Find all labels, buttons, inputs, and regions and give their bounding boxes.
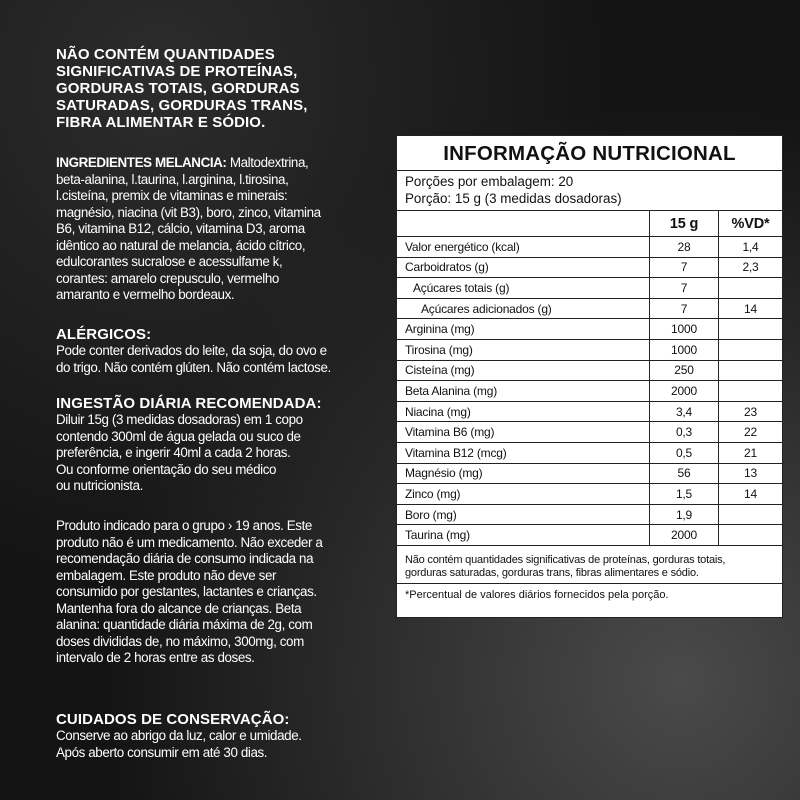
nutrient-amount: 1000 [650,319,719,340]
nutrient-name: Vitamina B12 (mcg) [397,442,650,463]
allergens-line: Pode conter derivados do leite, da soja, do ovo e [56,343,327,358]
portion-size: Porção: 15 g (3 medidas dosadoras) [405,191,622,206]
nutrient-vd [719,525,783,546]
nutrient-vd [719,319,783,340]
ingredients-label: INGREDIENTES MELANCIA: [56,155,227,170]
storage-line: Conserve ao abrigo da luz, calor e umidade. [56,728,302,743]
nutrient-amount: 0,5 [650,442,719,463]
ingredients-block [56,155,321,304]
nutrient-name: Vitamina B6 (mg) [397,422,650,443]
table-row [397,360,782,381]
nutrient-amount: 0,3 [650,422,719,443]
nutrient-amount: 2000 [650,525,719,546]
table-row [397,237,782,258]
warning-line: FIBRA ALIMENTAR E SÓDIO. [56,114,266,131]
nutrition-title: INFORMAÇÃO NUTRICIONAL [397,136,782,171]
intake-line: ou nutricionista. [56,478,143,493]
nutrient-amount: 7 [650,278,719,299]
nutrient-vd: 14 [719,484,783,505]
nutrient-amount: 3,4 [650,401,719,422]
nutrient-name: Taurina (mg) [397,525,650,546]
product-note-line: Produto indicado para o grupo › 19 anos. Este [56,518,312,533]
table-row [397,401,782,422]
nutrient-vd: 13 [719,463,783,484]
nutrient-vd: 1,4 [719,237,783,258]
footnote-not-significant [397,546,782,584]
ingredients-line: l.cisteína, premix de vitaminas e minerais: [56,188,288,203]
product-note-line: alanina: quantidade diária máxima de 2g, com [56,617,313,632]
product-note-line: Mantenha fora do alcance de crianças. Beta [56,600,302,616]
nutrient-amount: 7 [650,257,719,278]
nutrient-name: Valor energético (kcal) [397,237,650,258]
warning-line: SIGNIFICATIVAS DE PROTEÍNAS, [56,63,298,80]
table-row [397,339,782,360]
intake-line: contendo 300ml de água gelada ou suco de [56,428,301,444]
nutrient-name: Carboidratos (g) [397,257,650,278]
ingredients-line: beta-alanina, l.taurina, l.arginina, l.tirosina, [56,171,289,187]
table-row [397,484,782,505]
table-row [397,504,782,525]
nutrient-amount: 7 [650,298,719,319]
intake-line: Ou conforme orientação do seu médico [56,461,277,477]
table-row [397,442,782,463]
table-row [397,463,782,484]
footnote-line: Não contém quantidades significativas de proteínas, gorduras totais, [405,553,726,566]
product-note-line: intervalo de 2 horas entre as doses. [56,650,255,665]
warning-line: NÃO CONTÉM QUANTIDADES [56,46,275,63]
table-header-row [397,211,782,237]
storage-block [56,711,302,761]
product-note-line: recomendação diária de consumo indicada na [56,551,314,566]
product-note-line: embalagem. Este produto não deve ser [56,567,277,583]
nutrient-vd: 22 [719,422,783,443]
intake-block [56,395,322,495]
footnote-vd: *Percentual de valores diários fornecidos pela porção. [405,588,669,601]
table-row [397,278,782,299]
nutrient-vd [719,381,783,402]
warning-line: SATURADAS, GORDURAS TRANS, [56,97,308,114]
ingredients-line: corantes: amarelo crepusculo, vermelho [56,270,279,286]
table-row [397,298,782,319]
table-row [397,422,782,443]
allergens-line: do trigo. Não contém glúten. Não contém lactose. [56,359,331,375]
portion-info [397,171,782,211]
nutrition-table-body [397,237,782,546]
ingredients-line: magnésio, niacina (vit B3), boro, zinco, vitamina [56,204,321,220]
nutrient-name: Cisteína (mg) [397,360,650,381]
nutrition-facts-panel [396,135,783,618]
table-row [397,525,782,546]
nutrient-name: Tirosina (mg) [397,339,650,360]
storage-title: CUIDADOS DE CONSERVAÇÃO: [56,711,290,728]
nutrient-amount: 2000 [650,381,719,402]
table-row [397,381,782,402]
nutrient-name: Açúcares totais (g) [397,278,650,299]
product-note-line: produto não é um medicamento. Não exceder a [56,534,323,550]
servings-per-package: Porções por embalagem: 20 [405,174,574,189]
nutrient-name: Beta Alanina (mg) [397,381,650,402]
nutrient-name: Açúcares adicionados (g) [397,298,650,319]
ingredients-line: idêntico ao natural de melancia, ácido cítrico, [56,237,306,253]
table-row [397,319,782,340]
nutrient-amount: 1000 [650,339,719,360]
nutrient-amount: 1,9 [650,504,719,525]
nutrient-vd: 2,3 [719,257,783,278]
table-row [397,257,782,278]
warning-block [56,46,308,131]
intake-title: INGESTÃO DIÁRIA RECOMENDADA: [56,395,322,412]
warning-line: GORDURAS TOTAIS, GORDURAS [56,80,300,97]
product-note-line: doses divididas de, no máximo, 300mg, com [56,633,304,649]
nutrient-vd [719,504,783,525]
header-nutrient [397,211,650,237]
ingredients-line: B6, vitamina B12, cálcio, vitamina D3, aroma [56,221,305,236]
nutrient-vd [719,339,783,360]
header-amount: 15 g [650,211,719,237]
nutrient-name: Arginina (mg) [397,319,650,340]
nutrient-name: Boro (mg) [397,504,650,525]
intake-line: preferência, e ingerir 40ml a cada 2 horas. [56,445,291,460]
nutrient-vd: 23 [719,401,783,422]
ingredients-line: edulcorantes sucralose e acessulfame k, [56,254,283,269]
nutrient-name: Niacina (mg) [397,401,650,422]
ingredients-line: amaranto e vermelho bordeaux. [56,287,235,302]
storage-line: Após aberto consumir em até 30 dias. [56,744,268,760]
nutrient-vd: 21 [719,442,783,463]
nutrient-amount: 56 [650,463,719,484]
allergens-block [56,326,331,376]
intake-line: Diluir 15g (3 medidas dosadoras) em 1 copo [56,412,303,427]
ingredients-line: Maltodextrina, [226,155,309,170]
nutrient-vd [719,360,783,381]
nutrition-table [397,211,782,546]
nutrient-vd [719,278,783,299]
allergens-title: ALÉRGICOS: [56,326,152,343]
product-note-line: consumido por gestantes, lactantes e crianças. [56,584,317,599]
nutrient-amount: 250 [650,360,719,381]
nutrient-amount: 28 [650,237,719,258]
header-vd: %VD* [719,211,783,237]
nutrient-name: Magnésio (mg) [397,463,650,484]
product-note-block [56,518,322,667]
nutrient-name: Zinco (mg) [397,484,650,505]
nutrient-vd: 14 [719,298,783,319]
footnote-line: gorduras saturadas, gorduras trans, fibras alimentares e sódio. [405,567,699,580]
nutrient-amount: 1,5 [650,484,719,505]
